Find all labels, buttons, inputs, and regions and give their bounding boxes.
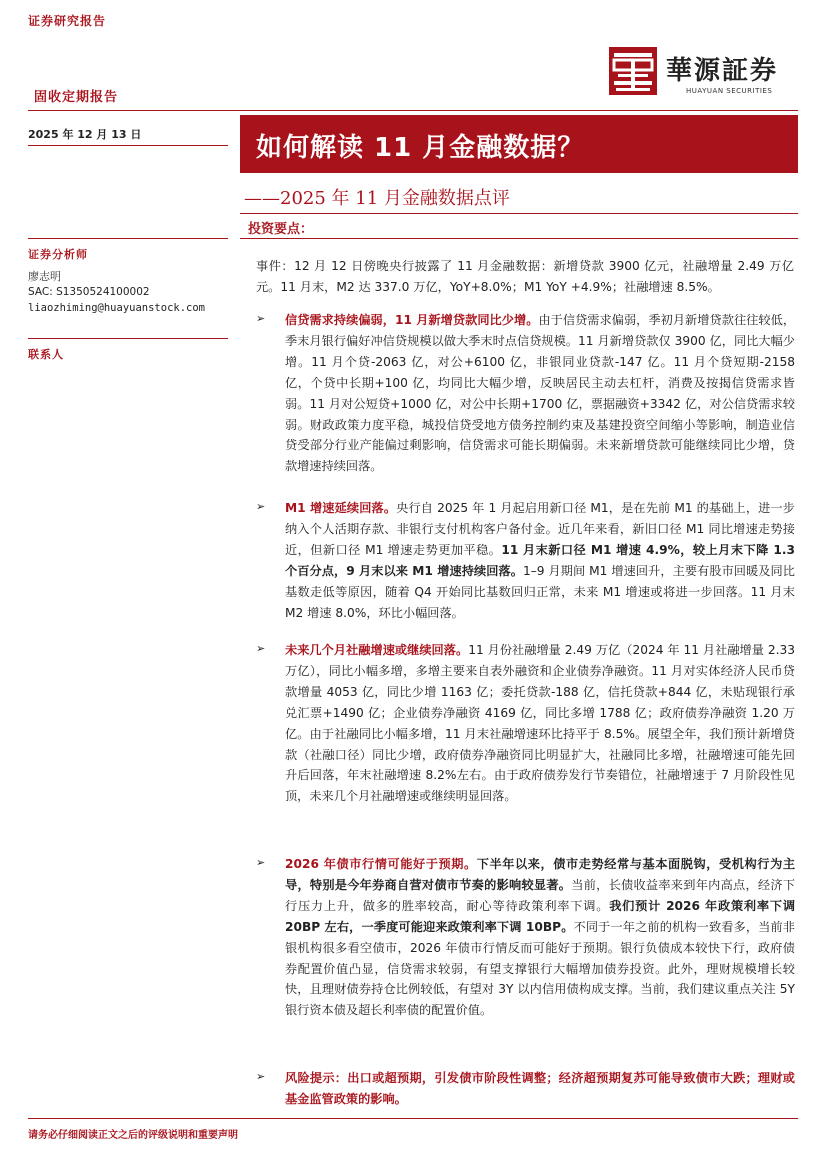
subtitle-divider	[240, 213, 798, 214]
point-text: 央行自 2025 年 1 月起启用新口径 M1，是在先前 M1 的基础上，进一步纳入个人活期存款、非银行支付机构客户备付金。近几年来看，新旧口径 M1 同比增速走势接近，但新口径 M1 增速走势更加平稳。	[285, 501, 795, 557]
bullet-arrow-icon: ➢	[256, 1070, 266, 1083]
analyst-title: 证券分析师	[28, 248, 88, 261]
sidebar-divider-top	[28, 238, 228, 239]
sidebar-divider-mid	[28, 338, 228, 339]
point-text-2: 1–9 月期间 M1 增速回升，主要有股市回暖及同比基数走低等原因，随着 Q4 开始同比基数回归正常，未来 M1 增速或将进一步回落。11 月末 M2 增速 8.0%，环比小幅回落。	[285, 563, 795, 620]
bullet-arrow-icon: ➢	[256, 856, 266, 869]
point-text: 由于信贷需求偏弱，季初月新增贷款往往较低，季末月银行偏好冲信贷规模以做大季末时点信贷规模。11 月新增贷款仅 3900 亿，同比大幅少增。11 月个贷-2063 亿，对公+6100 亿，非银同业贷款-147 亿。11 月个贷短期-2158 亿，个贷中长期+100 亿，均同比大幅少增，反映居民主动去杠杆，消费及按揭信贷需求皆弱。11 月对公短贷+1000 亿，对公中长期+1700 亿，票据融资+3342 亿，对公信贷需求较弱。财政政策力度平稳，城投信贷受地方债务控制约束及基建投资空间缩小等影响，制造业信贷受部分行业产能偏过剩影响，信贷需求可能长期偏弱。未来新增贷款可能继续同比少增，贷款增速持续回落。	[285, 313, 796, 474]
bullet-arrow-icon: ➢	[256, 500, 266, 513]
logo-name: 華源証券	[666, 56, 779, 86]
contact-title: 联系人	[28, 348, 64, 361]
point-text: 当前，长债收益率来到年内高点，经济下行压力上升，做多的胜率较高，耐心等待政策利率下调。	[285, 877, 796, 913]
huayuan-logo-icon	[608, 46, 658, 96]
point-credit	[285, 310, 795, 477]
analyst-email[interactable]: liaozhiming@huayuanstock.com	[28, 302, 206, 314]
point-heading: M1 增速延续回落。	[285, 501, 397, 515]
point-bold-text: 11 月末新口径 M1 增速 4.9%，较上月末下降 1.3 个百分点，9 月末以来 M1 增速持续回落。	[285, 542, 795, 578]
point-bold-text-2: 我们预计 2026 年政策利率下调 20BP 左右，一季度可能迎来政策利率下调 10BP。	[285, 898, 796, 934]
header-divider	[28, 110, 798, 111]
bullet-arrow-icon: ➢	[256, 642, 266, 655]
section-heading: 投资要点：	[248, 222, 314, 237]
point-text-2: 不同于一年之前的机构一致看多，当前非银机构很多看空债市，2026 年债市行情反而可能好于预期。银行负债成本较快下行，政府债券配置价值凸显，信贷需求较弱，有望支撑银行大幅增加债券投资。此外，理财规模增长较快，且理财债券持仓比例较低，有望对 3Y 以内信用债构成支撑。当前，我们建议重点关注 5Y 银行资本债及超长利率债的配置价值。	[285, 919, 795, 1018]
company-logo	[608, 46, 808, 100]
point-text: 11 月份社融增量 2.49 万亿（2024 年 11 月社融增量 2.33 万亿），同比小幅多增，多增主要来自表外融资和企业债券净融资。11 月对实体经济人民币贷款增量 4053 亿，同比少增 1163 亿；委托贷款-188 亿，信托贷款+844 亿，未贴现银行承兑汇票+1490 亿；企业债券净融资 4169 亿，同比多增 1788 亿；政府债券净融资 1.20 万亿。由于社融同比小幅多增，11 月末社融增速环比持平于 8.5%。展望全年，我们预计新增贷款（社融口径）同比少增，政府债券净融资同比明显扩大，社融同比多增，社融增速可能先回升后回落，年末社融增速 8.2%左右。由于政府债券发行节奏错位，社融增速于 7 月阶段性见顶，未来几个月社融增速或继续明显回落。	[285, 643, 795, 804]
point-bold-text: 下半年以来，债市走势经常与基本面脱钩，受机构行为主导，特别是今年券商自营对债市节奏的影响较显著。	[285, 857, 796, 892]
point-bond-market	[285, 854, 795, 1021]
title-banner	[240, 115, 798, 173]
logo-english-name: HUAYUAN SECURITIES	[686, 87, 773, 95]
analyst-name: 廖志明	[28, 270, 61, 283]
report-type: 固收定期报告	[34, 90, 119, 105]
section-divider	[240, 238, 798, 239]
risk-warning: 风险提示：出口或超预期，引发债市阶段性调整；经济超预期复苏可能导致债市大跌；理财或基金监管政策的影响。	[285, 1071, 795, 1106]
point-heading: 2026 年债市行情可能好于预期。	[285, 857, 477, 871]
footer-divider	[28, 1118, 798, 1119]
point-social-financing	[285, 640, 795, 807]
point-m1	[285, 498, 795, 623]
page-title: 如何解读 11 月金融数据？	[256, 133, 585, 163]
document-category: 证券研究报告	[28, 14, 107, 28]
report-date: 2025 年 12 月 13 日	[28, 128, 142, 141]
footer-disclaimer: 请务必仔细阅读正文之后的评级说明和重要声明	[28, 1130, 238, 1141]
analyst-sac: SAC: S1350524100002	[28, 286, 150, 298]
point-heading: 信贷需求持续偏弱，11 月新增贷款同比少增。	[285, 313, 539, 327]
page-subtitle: ——2025 年 11 月金融数据点评	[244, 188, 510, 209]
point-heading: 未来几个月社融增速或继续回落。	[285, 643, 469, 657]
bullet-arrow-icon: ➢	[256, 312, 266, 325]
point-risk	[285, 1068, 795, 1110]
date-divider	[28, 145, 228, 146]
intro-paragraph: 事件：12 月 12 日傍晚央行披露了 11 月金融数据：新增贷款 3900 亿元，社融增量 2.49 万亿元。11 月末，M2 达 337.0 万亿，YoY+8.0%；M1 YoY +4.9%；社融增速 8.5%。	[256, 259, 794, 294]
